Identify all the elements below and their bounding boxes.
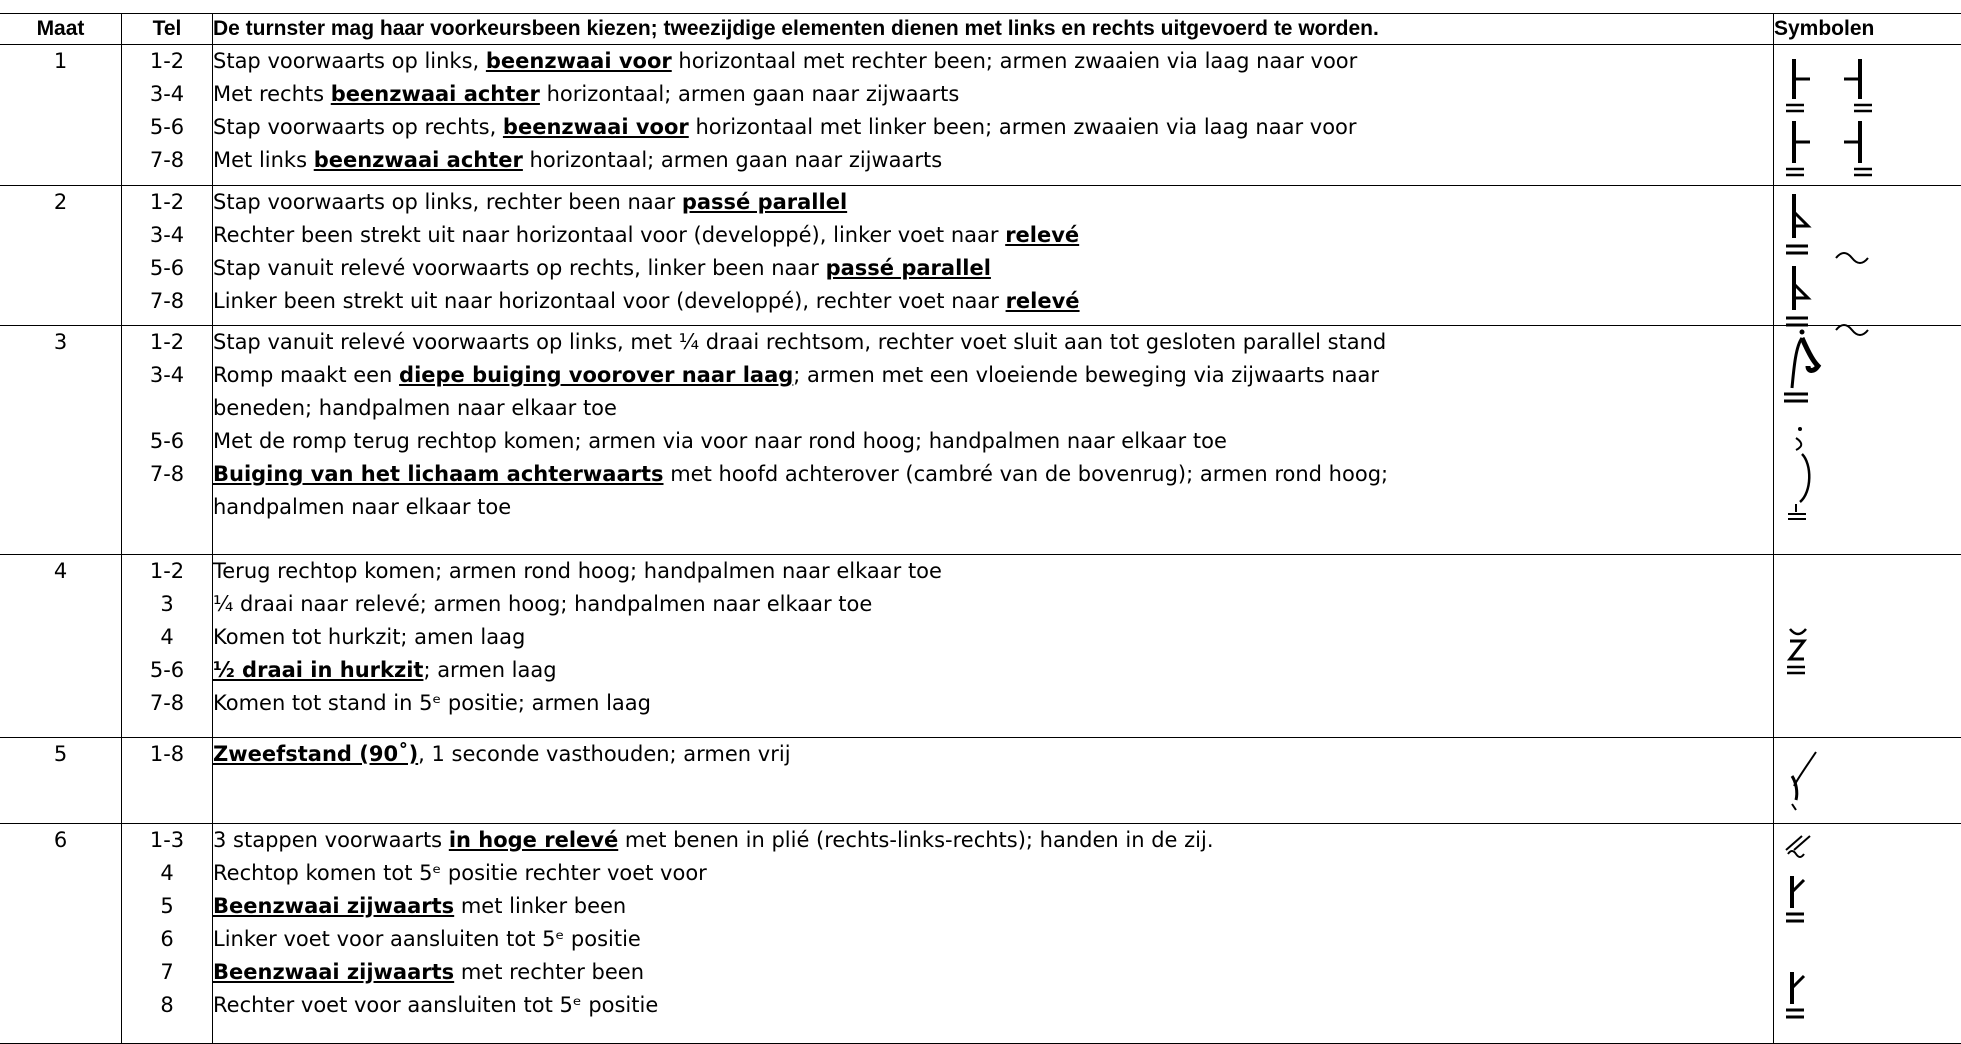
symbol-figure [1774, 45, 1961, 185]
header-tel: Tel [122, 14, 213, 45]
tel-counts [122, 45, 213, 186]
symbol-figure [1774, 738, 1961, 818]
maat-number: 5 [0, 738, 122, 824]
tel-count: 3 [122, 588, 212, 621]
symbol-cell [1774, 824, 1961, 1044]
maat-row [0, 45, 1961, 186]
symbol-figure [1774, 824, 1961, 1044]
description-line [213, 458, 1773, 491]
description-text: Stap vanuit relevé voorwaarts op rechts, linker been naar [213, 256, 826, 280]
header-maat: Maat [0, 14, 122, 45]
description-text: Stap vanuit relevé voorwaarts op links, met ¼ draai rechtsom, rechter voet sluit aan tot gesloten parallel stand [213, 330, 1386, 354]
description-text: Rechter been strekt uit naar horizontaal voor (developpé), linker voet naar [213, 223, 1005, 247]
tel-counts [122, 186, 213, 326]
tel-counts [122, 738, 213, 824]
tel-counts [122, 824, 213, 1044]
symbol-figure [1774, 555, 1961, 745]
element-name: beenzwaai achter [331, 82, 540, 106]
description-line [213, 923, 1773, 956]
tel-count: 1-8 [122, 738, 212, 771]
tel-count: 8 [122, 989, 212, 1022]
tel-counts [122, 326, 213, 555]
routine-table [0, 13, 1961, 1044]
description-text: ; armen met een vloeiende beweging via zijwaarts naar [793, 363, 1379, 387]
description-line [213, 285, 1773, 318]
description-text: 3 stappen voorwaarts [213, 828, 449, 852]
symbol-cell [1774, 326, 1961, 555]
maat-row [0, 738, 1961, 824]
description-text: met benen in plié (rechts-links-rechts); handen in de zij. [618, 828, 1213, 852]
maat-row [0, 824, 1961, 1044]
description-text: Rechtop komen tot 5ᵉ positie rechter voet voor [213, 861, 707, 885]
element-name: relevé [1006, 289, 1080, 313]
description-text: beneden; handpalmen naar elkaar toe [213, 396, 617, 420]
maat-row [0, 186, 1961, 326]
tel-count: 6 [122, 923, 212, 956]
tel-count: 3-4 [122, 78, 212, 111]
description-text: Terug rechtop komen; armen rond hoog; handpalmen naar elkaar toe [213, 559, 942, 583]
element-name: in hoge relevé [449, 828, 618, 852]
description-line [213, 111, 1773, 144]
description-cell [213, 45, 1774, 186]
description-text: horizontaal met linker been; armen zwaaien via laag naar voor [689, 115, 1357, 139]
description-line [213, 890, 1773, 923]
description-text: horizontaal met rechter been; armen zwaaien via laag naar voor [672, 49, 1358, 73]
maat-number: 3 [0, 326, 122, 555]
description-line [213, 956, 1773, 989]
description-line [213, 425, 1773, 458]
tel-count: 1-2 [122, 186, 212, 219]
description-text: horizontaal; armen gaan naar zijwaarts [523, 148, 942, 172]
description-text: Stap voorwaarts op rechts, [213, 115, 503, 139]
description-line [213, 621, 1773, 654]
description-line [213, 359, 1773, 392]
description-text: Linker voet voor aansluiten tot 5ᵉ positie [213, 927, 641, 951]
element-name: Zweefstand (90˚) [213, 742, 418, 766]
tel-count: 3-4 [122, 219, 212, 252]
description-text: ; armen laag [423, 658, 556, 682]
header-row [0, 14, 1961, 45]
tel-count [122, 491, 212, 524]
tel-count: 5 [122, 890, 212, 923]
description-text: Met rechts [213, 82, 331, 106]
symbol-cell [1774, 45, 1961, 186]
description-text: horizontaal; armen gaan naar zijwaarts [540, 82, 959, 106]
description-line [213, 491, 1773, 524]
symbol-cell [1774, 186, 1961, 326]
description-line [213, 989, 1773, 1022]
description-text: met hoofd achterover (cambré van de bovenrug); armen rond hoog; [664, 462, 1389, 486]
tel-count: 5-6 [122, 252, 212, 285]
tel-count: 7-8 [122, 458, 212, 491]
description-cell [213, 555, 1774, 738]
description-line [213, 824, 1773, 857]
tel-count: 1-3 [122, 824, 212, 857]
description-cell [213, 186, 1774, 326]
maat-number: 4 [0, 555, 122, 738]
description-text: Met links [213, 148, 314, 172]
description-text: Romp maakt een [213, 363, 399, 387]
element-name: beenzwaai achter [314, 148, 523, 172]
description-line [213, 588, 1773, 621]
maat-row [0, 326, 1961, 555]
description-text: Stap voorwaarts op links, rechter been naar [213, 190, 682, 214]
description-text: Rechter voet voor aansluiten tot 5ᵉ positie [213, 993, 658, 1017]
tel-count: 7-8 [122, 687, 212, 720]
symbol-cell [1774, 555, 1961, 738]
description-line [213, 45, 1773, 78]
tel-count: 1-2 [122, 555, 212, 588]
description-line [213, 857, 1773, 890]
tel-count: 5-6 [122, 111, 212, 144]
tel-count: 7-8 [122, 144, 212, 177]
description-line [213, 738, 1773, 771]
description-text: met linker been [454, 894, 626, 918]
tel-count: 4 [122, 857, 212, 890]
description-line [213, 252, 1773, 285]
element-name: passé parallel [682, 190, 847, 214]
tel-count: 7-8 [122, 285, 212, 318]
maat-number: 6 [0, 824, 122, 1044]
description-line [213, 326, 1773, 359]
tel-count: 1-2 [122, 326, 212, 359]
description-line [213, 654, 1773, 687]
description-line [213, 219, 1773, 252]
description-cell [213, 326, 1774, 555]
element-name: ½ draai in hurkzit [213, 658, 423, 682]
description-text: Met de romp terug rechtop komen; armen via voor naar rond hoog; handpalmen naar elkaar toe [213, 429, 1227, 453]
description-line [213, 555, 1773, 588]
description-cell [213, 824, 1774, 1044]
element-name: Beenzwaai zijwaarts [213, 960, 454, 984]
description-cell [213, 738, 1774, 824]
description-text: Linker been strekt uit naar horizontaal voor (developpé), rechter voet naar [213, 289, 1006, 313]
tel-count: 5-6 [122, 654, 212, 687]
tel-count: 7 [122, 956, 212, 989]
tel-count: 1-2 [122, 45, 212, 78]
description-text: met rechter been [454, 960, 644, 984]
description-line [213, 392, 1773, 425]
description-text: ¼ draai naar relevé; armen hoog; handpalmen naar elkaar toe [213, 592, 872, 616]
description-line [213, 78, 1773, 111]
description-text: handpalmen naar elkaar toe [213, 495, 511, 519]
maat-number: 1 [0, 45, 122, 186]
element-name: relevé [1005, 223, 1079, 247]
header-description: De turnster mag haar voorkeursbeen kiezen; tweezijdige elementen dienen met links en rechts uitgevoerd te worden. [213, 14, 1774, 45]
symbol-figure [1774, 186, 1961, 336]
tel-count: 5-6 [122, 425, 212, 458]
description-text: , 1 seconde vasthouden; armen vrij [418, 742, 790, 766]
symbol-figure [1774, 326, 1961, 536]
element-name: Beenzwaai zijwaarts [213, 894, 454, 918]
header-symbols: Symbolen [1774, 14, 1961, 45]
maat-number: 2 [0, 186, 122, 326]
element-name: beenzwaai voor [486, 49, 672, 73]
description-text: Komen tot stand in 5ᵉ positie; armen laag [213, 691, 651, 715]
description-line [213, 687, 1773, 720]
description-text: Komen tot hurkzit; amen laag [213, 625, 525, 649]
maat-row [0, 555, 1961, 738]
symbol-cell [1774, 738, 1961, 824]
element-name: passé parallel [826, 256, 991, 280]
tel-count: 4 [122, 621, 212, 654]
tel-count: 3-4 [122, 359, 212, 392]
tel-count [122, 392, 212, 425]
element-name: Buiging van het lichaam achterwaarts [213, 462, 664, 486]
element-name: beenzwaai voor [503, 115, 689, 139]
tel-counts [122, 555, 213, 738]
description-text: Stap voorwaarts op links, [213, 49, 486, 73]
description-line [213, 144, 1773, 177]
description-line [213, 186, 1773, 219]
element-name: diepe buiging voorover naar laag [399, 363, 793, 387]
